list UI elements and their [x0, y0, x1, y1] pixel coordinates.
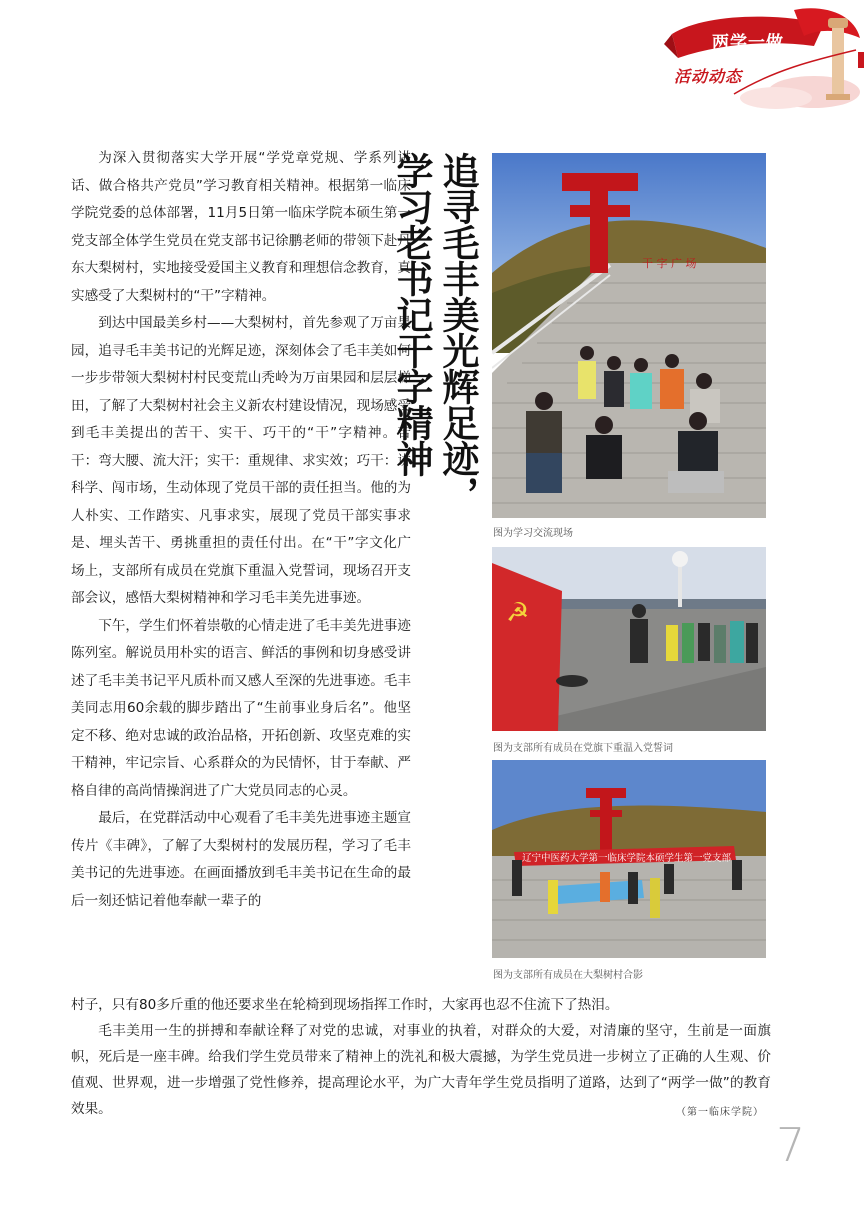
paragraph: 毛丰美用一生的拼搏和奉献诠释了对党的忠诚，对事业的执着，对群众的大爱，对清廉的坚守，生前是一面旗帜，死后是一座丰碑。给我们学生党员带来了精神上的洗礼和极大震撼，为学生党员进一步树立了正确的人生观、价值观、世界观，进一步增强了党性修养，提高理论水平，为广大青年学生党员指明了道路，达到了“两学一做”的教育效果。 [71, 1023, 771, 1117]
section-badge [664, 0, 864, 112]
article-body-continued [71, 992, 771, 1122]
article-source: （第一临床学院） [676, 1107, 764, 1118]
paragraph: 村子，只有80多斤重的他还要求坐在轮椅到现场指挥工作时，大家再也忍不住流下了热泪。 [71, 997, 619, 1013]
paragraph: 下午，学生们怀着崇敬的心情走进了毛丰美先进事迹陈列室。解说员用朴实的语言、鲜活的事例和切身感受讲述了毛丰美书记平凡质朴而又感人至深的先进事迹。毛丰美同志用60余载的脚步踏出了“生前事业身后名”。他坚定不移、绝对忠诚的政治品格，开拓创新、攻坚克难的实干精神，牢记宗旨、心系群众的为民情怀，甘于奉献、严格自律的高尚情操润进了广大党员同志的心灵。 [71, 617, 411, 799]
page-number: 7 [776, 1118, 806, 1172]
photo-group [492, 760, 766, 958]
photo-caption: 图为支部所有成员在党旗下重温入党誓词 [493, 743, 673, 754]
badge-subtitle: 活动动态 [674, 67, 743, 86]
edge-marker [858, 52, 864, 68]
photo-flag-oath [492, 547, 766, 731]
title-line-1: 追寻毛丰美光辉足迹， [436, 152, 480, 512]
article-title [390, 152, 481, 792]
svg-text:干 字 广 场: 干 字 广 场 [642, 257, 697, 270]
article-body [71, 145, 411, 915]
paragraph: 到达中国最美乡村——大梨树村，首先参观了万亩果园，追寻毛丰美书记的光辉足迹，深刻体会了毛丰美如何一步步带领大梨树村村民变荒山秃岭为万亩果园和层层梯田，了解了大梨树村社会主义新农村建设情况，现场感受到毛丰美提出的苦干、实干、巧干的“干”字精神。苦干：弯大腰、流大汗；实干：重规律、求实效；巧干：讲科学、闯市场，生动体现了党员干部的责任担当。他的为人朴实、工作踏实、凡事求实，展现了党员干部实事求是、埋头苦干、勇挑重担的责任付出。在“干”字文化广场上，支部所有成员在党旗下重温入党誓词，现场召开支部会议，感悟大梨树精神和学习毛丰美先进事迹。 [71, 315, 411, 606]
banner-text: 辽宁中医药大学第一临床学院本硕学生第一党支部 [522, 853, 732, 864]
photo-caption: 图为学习交流现场 [493, 528, 573, 539]
paragraph: 最后，在党群活动中心观看了毛丰美先进事迹主题宣传片《丰碑》，了解了大梨树村的发展历程，学习了毛丰美书记的先进事迹。在画面播放到毛丰美书记在生命的最后一刻还惦记着他奉献一辈子的 [71, 810, 411, 909]
photo-caption: 图为支部所有成员在大梨树村合影 [493, 970, 643, 981]
title-line-2: 学习老书记干字精神 [390, 152, 434, 476]
paragraph: 为深入贯彻落实大学开展“学党章党规、学系列讲话、做合格共产党员”学习教育相关精神。根据第一临床学院党委的总体部署，11月5日第一临床学院本硕生第一党支部全体学生党员在党支部书记徐鹏老师的带领下赴丹东大梨树村，实地接受爱国主义教育和理想信念教育，真实感受了大梨树村的“干”字精神。 [71, 150, 411, 304]
svg-text:☭: ☭ [506, 598, 530, 628]
badge-title: 两学一做 [712, 33, 784, 53]
photo-study-exchange [492, 153, 766, 518]
